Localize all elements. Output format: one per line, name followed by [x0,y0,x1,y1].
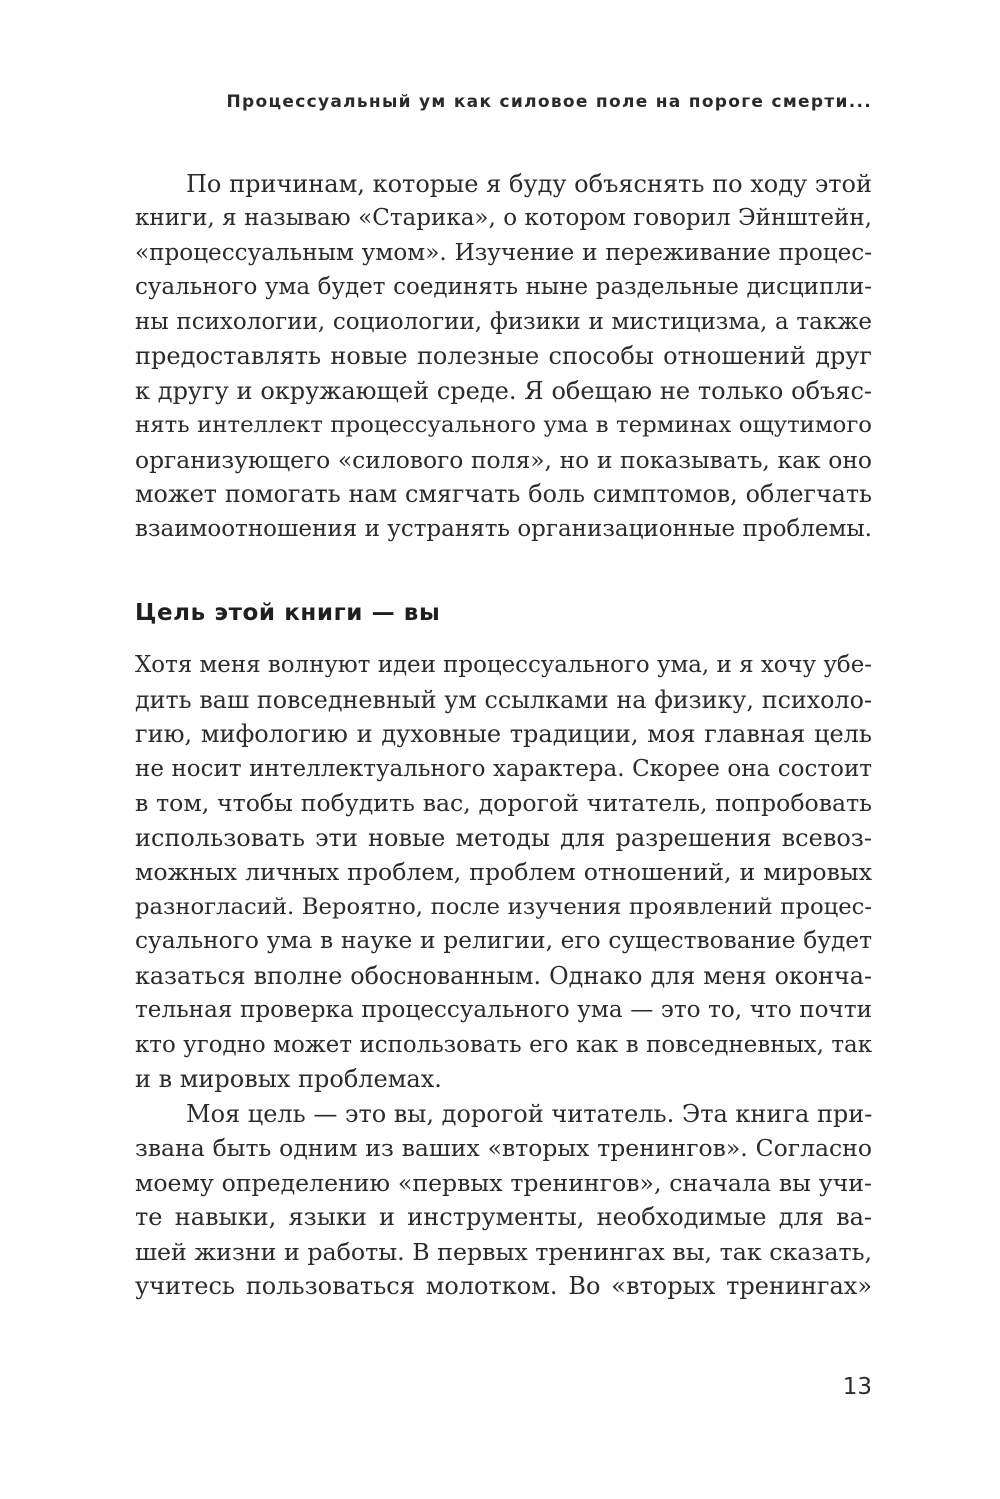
paragraph-line: учитесь пользоваться молотком. Во «вторых тренингах» [135,1272,872,1300]
paragraph-line: кто угодно может использовать его как в повседневных, так [135,1032,872,1058]
paragraph-line: к другу и окружающей среде. Я обещаю не только объяс- [135,377,872,405]
paragraph-line: те навыки, языки и инструменты, необходимые для ва- [135,1203,872,1231]
paragraph-line: суального ума будет соединять ныне раздельные дисципли- [135,274,872,300]
paragraph-line: взаимоотношения и устранять организационные проблемы. [135,516,872,542]
paragraph-line: дить ваш повседневный ум ссылками на физику, психоло- [135,686,872,714]
running-head: Процессуальный ум как силовое поле на пороге смерти... [226,92,872,112]
paragraph-line: суального ума в науке и религии, его существование будет [135,927,872,954]
paragraph-line: разногласий. Вероятно, после изучения проявлений процес- [135,894,872,920]
paragraph-line: книги, я называю «Старика», о котором говорил Эйнштейн, [135,205,872,231]
paragraph-line: шей жизни и работы. В первых тренингах вы, так сказать, [135,1238,872,1266]
section-heading: Цель этой книги — вы [135,600,441,626]
paragraph-line: По причинам, которые я буду объяснять по ходу этой [186,170,872,198]
paragraph-line: Моя цель — это вы, дорогой читатель. Эта книга при- [186,1100,873,1128]
paragraph-line: казаться вполне обоснованным. Однако для меня оконча- [135,962,872,990]
paragraph-line: предоставлять новые полезные способы отношений друг [135,342,872,370]
paragraph-line: ны психологии, социологии, физики и мистицизма, а также [135,309,872,335]
paragraph-line: не носит интеллектуального характера. Скорее она состоит [135,756,872,782]
paragraph-line: моему определению «первых тренингов», сначала вы учи- [135,1169,872,1197]
paragraph-line: в том, чтобы побудить вас, дорогой читатель, попробовать [135,789,872,817]
page-number: 13 [842,1374,872,1400]
paragraph-line: Хотя меня волнуют идеи процессуального ума, и я хочу убе- [135,652,872,678]
paragraph-line: гию, мифологию и духовные традиции, моя главная цель [135,720,872,748]
paragraph-line: использовать эти новые методы для разрешения всевоз- [135,824,872,852]
paragraph-line: звана быть одним из ваших «вторых тренингов». Согласно [135,1134,872,1162]
paragraph-line: может помогать нам смягчать боль симптомов, облегчать [135,480,872,508]
paragraph-line: и в мировых проблемах. [135,1065,442,1093]
paragraph-line: нять интеллект процессуального ума в терминах ощутимого [135,412,872,438]
paragraph-line: можных личных проблем, проблем отношений, и мировых [135,858,872,886]
paragraph-line: «процессуальным умом». Изучение и переживание процес- [135,240,872,266]
paragraph-line: тельная проверка процессуального ума — это то, что почти [135,997,872,1023]
paragraph-line: организующего «силового поля», но и показывать, как оно [135,446,872,474]
